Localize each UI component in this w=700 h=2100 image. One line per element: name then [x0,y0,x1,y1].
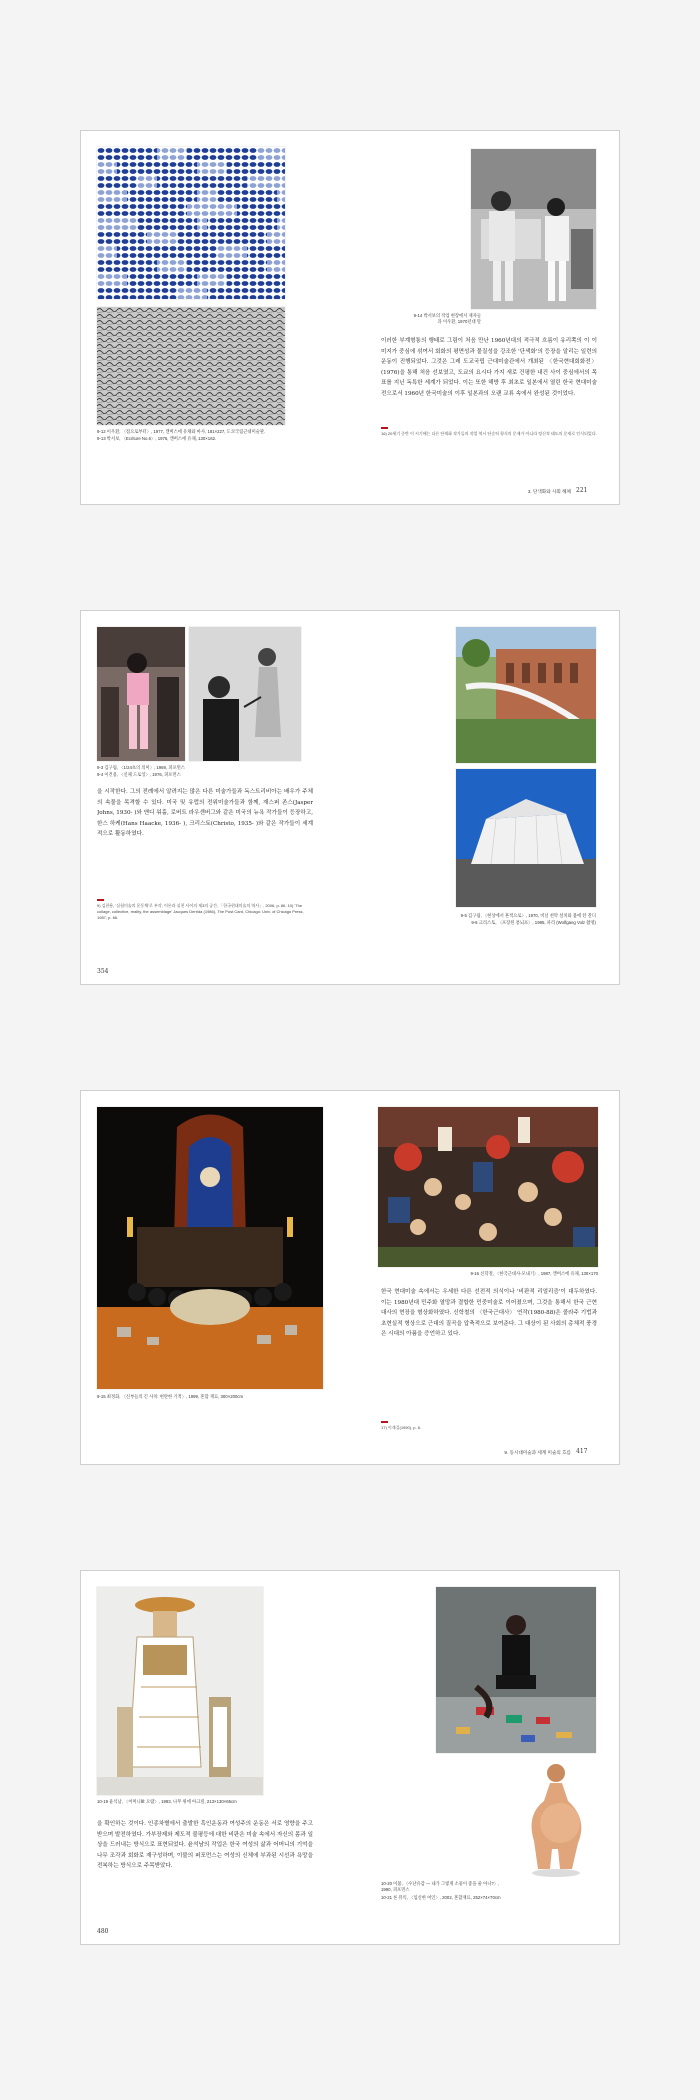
page-spread-3 [80,1090,620,1465]
footnote: 16) 20세기 중반 이 시기에는 다른 단색화 작가들의 작업 역시 단순히 형식의 문제가 아니라 정신적 태도의 문제로 인식되었다. [381,431,597,436]
caption-10-19: 10-19 윤석남, 〈어머니Ⅲ: 요람〉, 1993, 나무 위에 아크릴, 213×130×65cm [97,1799,237,1804]
painting-ecriture [97,307,285,425]
caption-9-16: 9-16 신학철, 〈한국근대사-모내기〉, 1987, 캔버스에 유채, 130×170 [470,1271,598,1276]
photo-wrapped-building [456,769,596,907]
page-spread-4 [80,1570,620,1945]
caption-9-12: 9-12 이우환, 〈점으로부터〉, 1977, 캔버스에 유채와 마사, 181×227, 도쿄국립근대미술관. [97,429,266,434]
caption-9-13: 9-13 박서보, 〈Ecriture No.6〉, 1976, 캔버스에 유채, 130×162. [97,436,217,441]
caption-9-6: 9-6 크리스토, 〈포장된 퐁뇌프〉, 1985, 파리 (Wolfgang Volz 촬영) [471,920,596,925]
footnote: 9) 김한용, '실험미술의 운동체'로 부각, 이론과 실천 사이의 제3의 공간, 「한국현대미술의 역사」, 2006, p. 86. 10) 'The collage, collective, reality, the assemblage' Jacques Derrida (1986), The Post Card, Chicago: Univ. of Chicago Press, 1987, p. 66. [97,903,304,920]
photo-pregnant-woman-sculpture [516,1761,596,1879]
page-number: 417 [576,1448,588,1455]
painting-dot-pattern [97,147,285,299]
photo-performance-1 [97,627,185,761]
page-spread-1 [80,130,620,505]
page-number: 221 [576,487,588,494]
footnote: 17) 이재걸(1990), p. 6. [381,1425,422,1430]
page-number: 480 [97,1928,109,1935]
page-number: 354 [97,968,109,975]
photo-plastic-installation [456,627,596,763]
photo-performance-2 [189,627,301,761]
body-text: 한국 현대미술 속에서는 우세한 다른 선전적 의식이나 '비판적 리얼리즘'이 대두하였다. 이는 1980년대 민주화 열망과 결합한 민중미술로 이어졌으며, 그것을 통해서 한국 근현대사의 현장을 형상화하였다. 신학철의 〈한국근대사〉 연작(1980-88)은 콜라주 기법과 초현실적 형상으로 근대의 질곡을 압축적으로 보여준다. 그 대상이 된 사회의 총체적 풍경은 시대의 아픔을 증언하고 있다. [381,1289,597,1338]
caption-9-3: 9-3 김구림, 〈1/24초의 의미〉, 1969, 퍼포먼스 [97,765,185,770]
footnote-marker [97,899,104,901]
caption-9-5: 9-5 김구림, 〈현상에서 흔적으로〉, 1970, 비닐 천막 설치와 불에 탄 잔디 [460,913,596,918]
photo-performance-woman [436,1587,596,1753]
footnote-marker [381,427,388,429]
caption-9-14: 9-14 박서보의 작업 현장에서 제자들과 이우환, 1970년대 말 [413,313,481,324]
running-head: 9. 동시대미술과 세계 미술의 흐름 [504,1450,571,1455]
painting-korean-modern-history [378,1107,598,1267]
body-text: 이러한 부계형통의 행태로 그림이 처음 만난 1960년대의 적극적 흐름이 유리쪽의 이 이미지가 중심에 섞여서 회화의 평면성과 물질성을 강조한 '단색화'의 등장을 알리는 일련의 운동이 진행되었다. 그것은 그레 도교국립 근대미술관에서 개최된 〈한국현대회화전〉 (1976)을 통해 처음 선보였고, 도쿄의 요시다 가지 새로 건평한 내건 사이 중심에서의 목표를 지닌 독특한 세계가 되었다. 이는 또한 해방 후 최초로 일본에서 열린 한국 현대미술전으로서 1960년 한국미술의 이후 일본과의 오랜 교류 속에서 완성된 것이었다. [381,338,597,397]
body-text: 을 시작한다. 그의 전례에서 알려지는 많은 다른 미술가들과 독스트리비아는 배우가 주체의 속물을 목격할 수 있다. 미국 및 유럽의 전위미술가들과 함께, 재스퍼 존스(Jasper Johns, 1930- )와 앤디 워홀, 로버트 라우센버그와 같은 미국의 뉴욕 작가들이 등장하고, 한스 하케(Hans Haacke, 1936- ), 크리스토(Christo, 1935- )와 같은 작가들이 세계적으로 활동하였다. [97,789,313,838]
caption-9-15: 9-15 최정화, 〈신부들의 긴 사치: 현란한 기적〉, 1999, 혼합 재료, 300×200cm [97,1394,244,1399]
footnote-marker [381,1421,388,1423]
body-text: 을 확인하는 것이다. 인종차별에서 출발한 흑인운동과 여성주의 운동은 서로 영향을 주고받으며 발전하였다. 가부장제와 제도적 불평등에 대한 비판은 미술 속에서 자신의 몸과 일상을 드러내는 방식으로 표현되었다. 윤석남의 작업은 한국 여성의 삶과 어머니의 기억을 나무 조각과 회화로 재구성하며, 이불의 퍼포먼스는 여성의 신체에 부과된 시선과 욕망을 전복하는 방식으로 주목받았다. [97,1821,313,1870]
caption-9-4: 9-4 이건용, 〈신체 드로잉〉, 1976, 퍼포먼스 [97,772,181,777]
caption-10-20: 10-20 이불, 〈수난유감 — 내가 그렇게 소풍이 좋을 줄 아니?〉, 1990, 퍼포먼스 [381,1881,500,1892]
running-head: 3. 단색화와 사회 해체 [527,489,571,494]
photo-altar-installation [97,1107,323,1389]
photo-studio-bw [471,149,596,309]
page-spread-2 [80,610,620,985]
caption-10-21: 10-21 론 뮤익, 〈임신한 여인〉, 2002, 혼합재료, 252×74×70cm [381,1895,501,1900]
photo-wooden-mother-sculpture [97,1587,263,1795]
